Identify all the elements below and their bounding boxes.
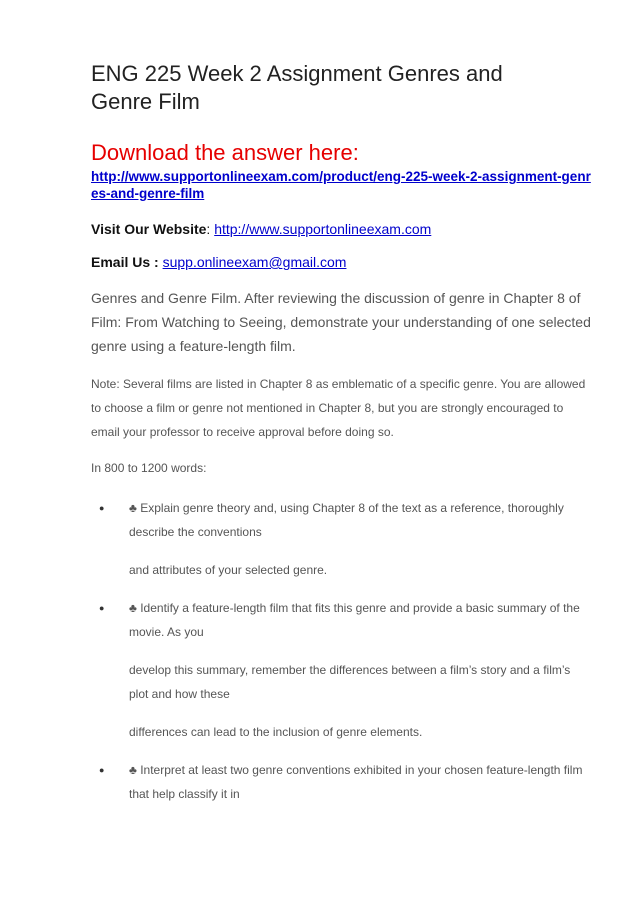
document-title <box>91 60 591 116</box>
list-item-continuation: and attributes of your selected genre. <box>129 563 328 577</box>
list-item <box>91 758 591 806</box>
website-separator: : <box>206 221 211 237</box>
download-link[interactable]: http://www.supportonlineexam.com/product/eng-225-week-2-assignment-genres-and-genre-film <box>91 169 591 201</box>
list-item-text: Interpret at least two genre conventions exhibited in your chosen feature-length film that help classify it in <box>129 763 583 801</box>
website-line <box>91 220 591 238</box>
bullet-icon: ● <box>99 503 105 513</box>
note-paragraph: Note: Several films are listed in Chapter 8 as emblematic of a specific genre. You are allowed to choose a film or genre not mentioned in Chapter 8, but you are strongly encouraged to email your professor to receive approval before doing so. <box>91 377 586 439</box>
club-icon: ♣ <box>129 601 137 615</box>
list-item-continuation: differences can lead to the inclusion of genre elements. <box>129 725 423 739</box>
website-link[interactable]: http://www.supportonlineexam.com <box>214 221 432 237</box>
requirements-list <box>91 496 591 806</box>
club-icon: ♣ <box>129 763 137 777</box>
website-label: Visit Our Website <box>91 221 207 237</box>
list-item-text: Explain genre theory and, using Chapter 8 of the text as a reference, thoroughly describe the conventions <box>129 501 564 539</box>
bullet-icon: ● <box>99 765 105 775</box>
title-line-2: Genre Film <box>91 89 200 114</box>
club-icon: ♣ <box>129 501 137 515</box>
email-label: Email Us : <box>91 254 159 270</box>
download-heading: Download the answer here: <box>91 140 359 165</box>
document-page <box>91 60 591 820</box>
bullet-icon: ● <box>99 603 105 613</box>
list-item <box>91 596 591 744</box>
word-count-paragraph: In 800 to 1200 words: <box>91 461 207 475</box>
list-item <box>91 496 591 582</box>
list-item-text: Identify a feature-length film that fits this genre and provide a basic summary of the movie. As you <box>129 601 580 639</box>
list-item-continuation: develop this summary, remember the differences between a film’s story and a film’s plot and how these <box>129 663 571 701</box>
email-line <box>91 253 591 271</box>
intro-paragraph: Genres and Genre Film. After reviewing the discussion of genre in Chapter 8 of Film: From Watching to Seeing, demonstrate your understanding of one selected genre using a feature-length film. <box>91 290 591 354</box>
email-link[interactable]: supp.onlineexam@gmail.com <box>162 254 347 270</box>
title-line-1: ENG 225 Week 2 Assignment Genres and <box>91 61 503 86</box>
